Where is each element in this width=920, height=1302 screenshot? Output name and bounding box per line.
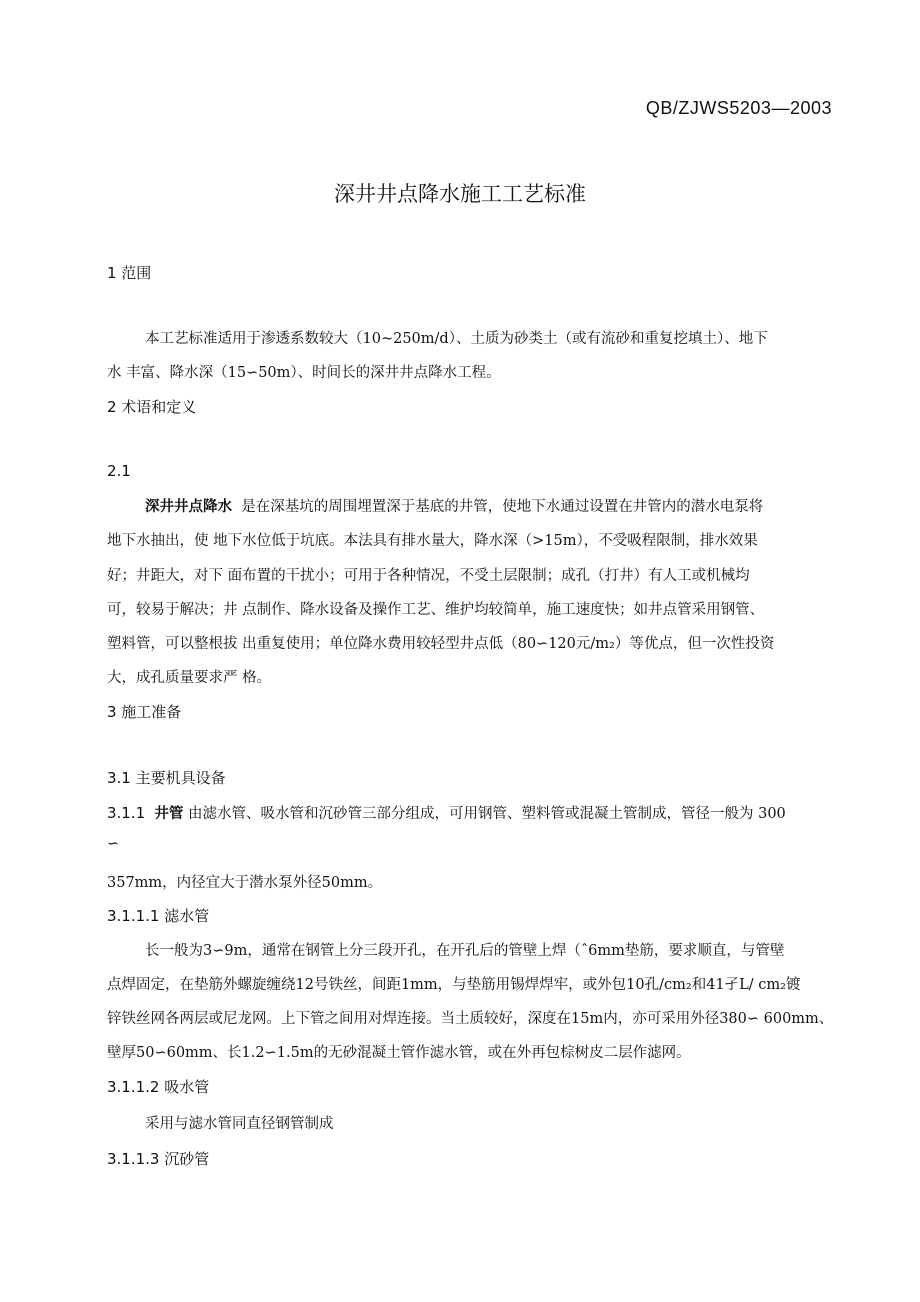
paragraph-line: 长一般为3∽9m，通常在钢管上分三段开孔，在开孔后的管壁上焊（ˆ6mm垫筋，要求顺直，与管壁: [145, 943, 785, 959]
paragraph-line: 点焊固定，在垫筋外螺旋缠绕12号铁丝，间距1mm，与垫筋用锡焊焊牢，或外包10孔/cm₂和41孑L/ cm₂镀: [107, 977, 801, 993]
paragraph-line: [145, 495, 763, 516]
paragraph-line: 357mm，内径宜大于潜水泵外径50mm。: [107, 875, 383, 891]
subsection-heading-3-1: 3.1 主要机具设备: [107, 769, 226, 787]
paragraph-line: 好；井距大，对下 面布置的干扰小；可用于各种情况，不受土层限制；成孔（打井）有人工或机械均: [107, 568, 750, 584]
clause-heading-3-1-1-1: 3.1.1.1 滤水管: [107, 907, 210, 925]
page-title: 深井井点降水施工工艺标准: [334, 182, 586, 206]
term-definition: 由滤水管、吸水管和沉砂管三部分组成，可用钢管、塑料管或混凝土管制成，管径一般为 300: [188, 806, 786, 822]
standard-code: QB/ZJWS5203—2003: [645, 98, 832, 118]
paragraph-line: 水 丰富、降水深（15∽50m）、时间长的深井井点降水工程。: [107, 365, 501, 381]
paragraph-line: 塑料管，可以整根拔 出重复使用；单位降水费用较轻型井点低（80∽120元/m₂）等优点，但一次性投资: [107, 636, 775, 652]
paragraph-line: 锌铁丝网各两层或尼龙网。上下管之间用对焊连接。当土质较好，深度在15m内，亦可采用外径380∽ 600mm、: [107, 1011, 834, 1027]
paragraph-line: 可，较易于解决；井 点制作、降水设备及操作工艺、维护均较简单，施工速度快；如井点管采用钢管、: [107, 602, 765, 618]
paragraph-line: 地下水抽出，使 地下水位低于坑底。本法具有排水量大，降水深（>15m），不受吸程限制，排水效果: [107, 533, 758, 549]
paragraph-line: [107, 802, 786, 823]
wrapped-symbol: ∽: [107, 836, 120, 852]
clause-heading-3-1-1-3: 3.1.1.3 沉砂管: [107, 1150, 210, 1168]
paragraph-line: 采用与滤水管同直径钢管制成: [145, 1116, 334, 1132]
paragraph-line: 本工艺标准适用于渗透系数较大（10~250m/d）、土质为砂类土（或有流砂和重复挖填土）、地下: [145, 331, 768, 347]
paragraph-line: 壁厚50∽60mm、长1.2∽1.5m的无砂混凝土管作滤水管，或在外再包棕树皮二层作滤网。: [107, 1045, 691, 1061]
term-label: 深井井点降水: [145, 499, 232, 515]
section-heading-3: 3 施工准备: [107, 703, 182, 721]
section-heading-2: 2 术语和定义: [107, 398, 197, 416]
paragraph-line: 大，成孔质量要求严 格。: [107, 670, 272, 686]
term-definition: 是在深基坑的周围埋置深于基底的井管，使地下水通过设置在井管内的潜水电泵将: [241, 499, 764, 515]
section-heading-1: 1 范围: [107, 264, 152, 282]
clause-number: 2.1: [107, 462, 131, 480]
clause-number: 3.1.1: [107, 804, 146, 822]
term-label: 井管: [154, 806, 184, 822]
clause-heading-3-1-1-2: 3.1.1.2 吸水管: [107, 1078, 210, 1096]
